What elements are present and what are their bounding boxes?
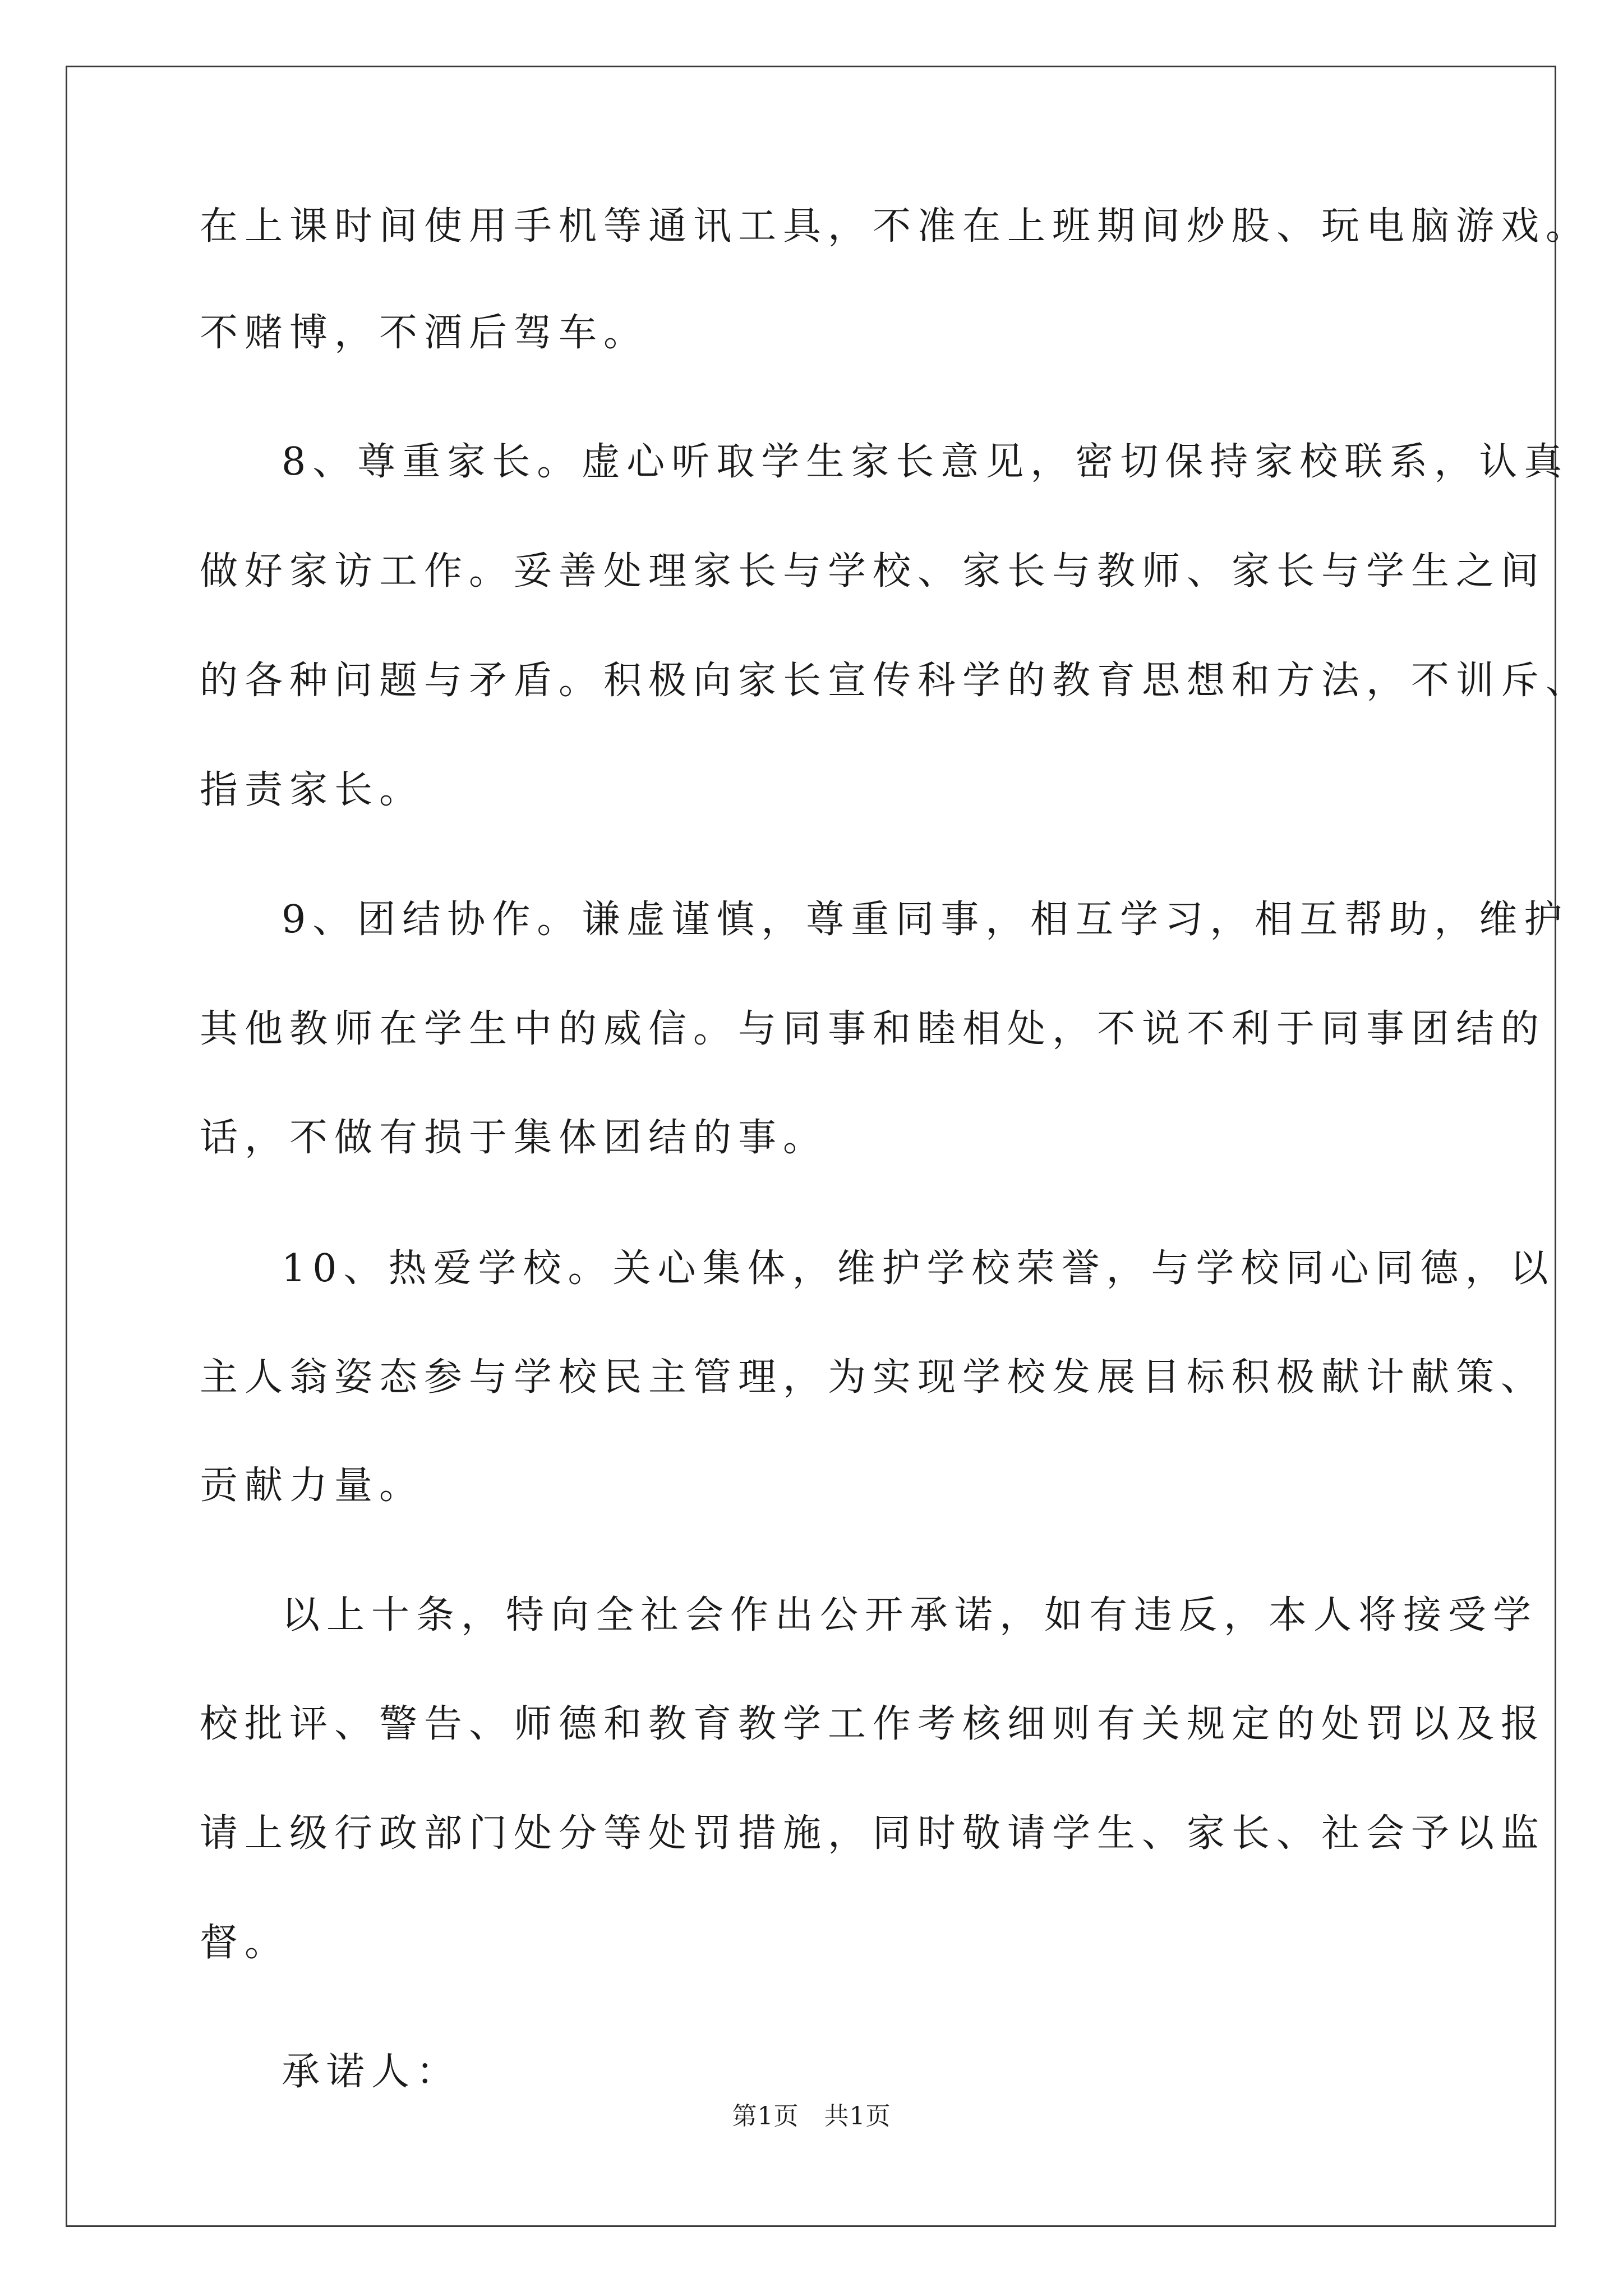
page-number-footer: 第1页 共1页 bbox=[732, 2102, 891, 2131]
signatory-label: 承诺人： bbox=[282, 2050, 462, 2094]
text-line: 督。 bbox=[200, 1921, 290, 1965]
text-line: 主人翁姿态参与学校民主管理，为实现学校发展目标积极献计献策、 bbox=[200, 1355, 1546, 1400]
text-line: 请上级行政部门处分等处罚措施，同时敬请学生、家长、社会予以监 bbox=[200, 1811, 1546, 1856]
text-line: 的各种问题与矛盾。积极向家长宣传科学的教育思想和方法，不训斥、 bbox=[200, 659, 1591, 703]
text-line: 校批评、警告、师德和教育教学工作考核细则有关规定的处罚以及报 bbox=[200, 1702, 1546, 1746]
text-line: 话，不做有损于集体团结的事。 bbox=[200, 1116, 828, 1160]
paragraph-9-start: 9、团结协作。谦虚谨慎，尊重同事，相互学习，相互帮助，维护 bbox=[282, 898, 1569, 942]
text-line: 贡献力量。 bbox=[200, 1464, 425, 1508]
text-line: 其他教师在学生中的威信。与同事和睦相处，不说不利于同事团结的 bbox=[200, 1007, 1546, 1051]
paragraph-10-start: 10、热爱学校。关心集体，维护学校荣誉，与学校同心同德，以 bbox=[282, 1246, 1555, 1291]
paragraph-closing-start: 以上十条，特向全社会作出公开承诺，如有违反，本人将接受学 bbox=[282, 1593, 1538, 1637]
text-line: 指责家长。 bbox=[200, 768, 425, 812]
text-line: 在上课时间使用手机等通讯工具，不准在上班期间炒股、玩电脑游戏。 bbox=[200, 204, 1591, 249]
text-line: 不赌博，不酒后驾车。 bbox=[200, 311, 649, 355]
text-line: 做好家访工作。妥善处理家长与学校、家长与教师、家长与学生之间 bbox=[200, 549, 1546, 593]
paragraph-8-start: 8、尊重家长。虚心听取学生家长意见，密切保持家校联系，认真 bbox=[282, 440, 1569, 484]
